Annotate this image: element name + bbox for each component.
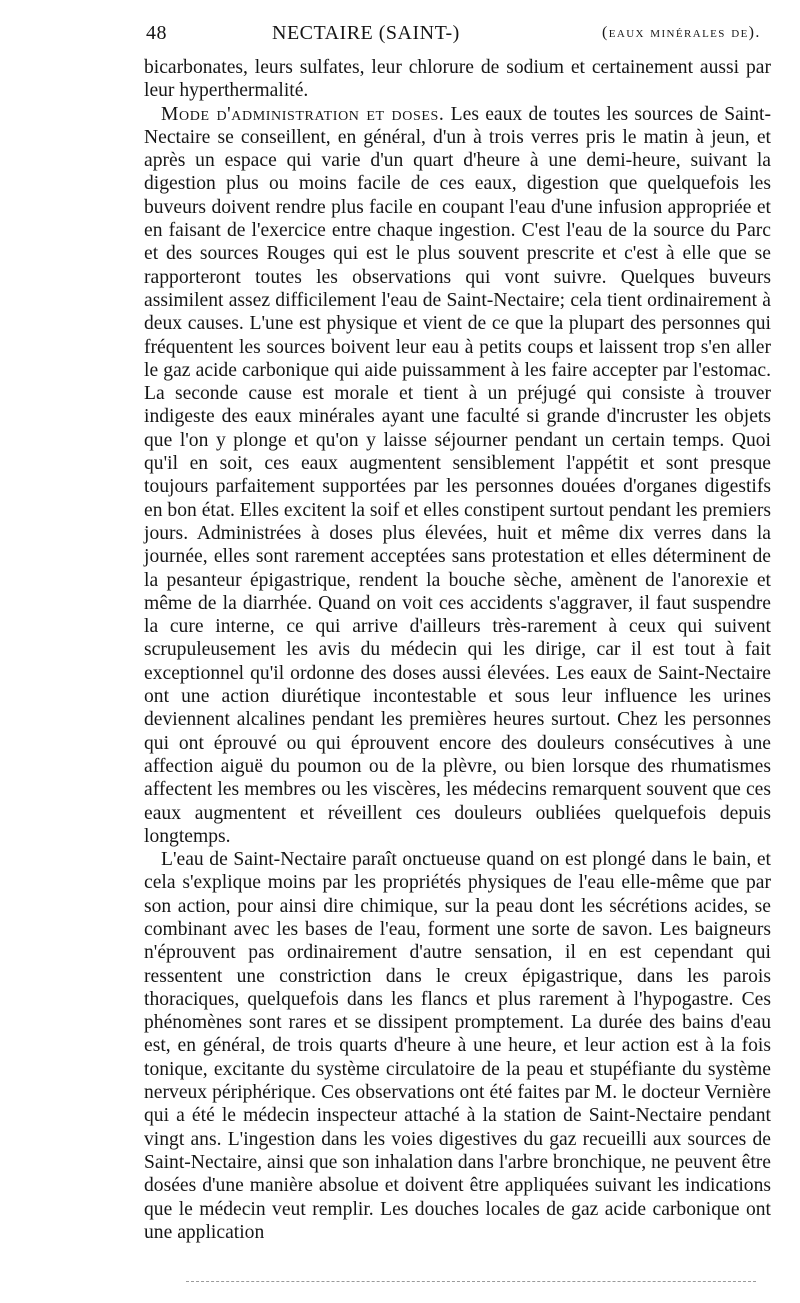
paragraph-text: bicarbonates, leurs sulfates, leur chlorure de sodium et certainement aussi par leur hyperthermalité. (144, 57, 771, 102)
running-header (146, 22, 766, 52)
section-heading: Mode d'administration et doses. (161, 103, 445, 125)
paragraph-continuation (144, 56, 771, 103)
paragraph-mode-administration (144, 103, 771, 849)
paragraph-text: Les eaux de toutes les sources de Saint-Nectaire se conseillent, en général, d'un à trois verres pris le matin à jeun, et après un espace qui varie d'un quart d'heure à une demi-heure, suivant la digestion plus ou moins facile de ces eaux, digestion que quelquefois les buveurs doivent rendre plus facile en coupant l'eau d'une infusion appropriée et en faisant de l'exercice entre chaque ingestion. C'est l'eau de la source du Parc et des sources Rouges qui est le plus souvent prescrite et c'est à elle que se rapporteront toutes les observations qui vont suivre. Quelques buveurs assimilent assez difficilement l'eau de Saint-Nectaire; cela tient ordinairement à deux causes. L'une est physique et vient de ce que la plupart des personnes qui fréquentent les sources boivent leur eau à petits coups et laissent trop s'en aller le gaz acide carbonique qui aide puissamment à les faire accepter par l'estomac. La seconde cause est morale et tient à un préjugé qui consiste à trouver indigeste des eaux minérales ayant une faculté si grande d'incruster les objets que l'on y plonge et qu'on y laisse séjourner pendant un certain temps. Quoi qu'il en soit, ces eaux augmentent sensiblement l'appétit et sont presque toujours parfaitement supportées par les personnes douées d'organes digestifs en bon état. Elles excitent la soif et elles constipent surtout pendant les premiers jours. Administrées à doses plus élevées, huit et même dix verres dans la journée, elles sont rarement acceptées sans protestation et elles déterminent de la pesanteur épigastrique, rendent la bouche sèche, amènent de l'anorexie et même de la diarrhée. Quand on voit ces accidents s'aggraver, il faut suspendre la cure interne, ce qui arrive d'ailleurs très-rarement à ceux qui suivent scrupuleusement les avis du médecin qui les dirige, car il est tout à fait exceptionnel qu'il ordonne des doses aussi élevées. Les eaux de Saint-Nectaire ont une action diurétique incontestable et sous leur influence les urines deviennent alcalines pendant les premières heures surtout. Chez les personnes qui ont éprouvé ou qui éprouvent encore des douleurs consécutives à une affection aiguë du poumon ou de la plèvre, ou bien lorsque des rhumatismes affectent les membres ou les viscères, les médecins remarquent souvent que ces eaux augmentent et réveillent ces douleurs oubliées quelquefois depuis longtemps. (144, 103, 771, 847)
paragraph-text: L'eau de Saint-Nectaire paraît onctueuse quand on est plongé dans le bain, et cela s'explique moins par les propriétés physiques de l'eau elle-même que par son action, pour ainsi dire chimique, sur la peau dont les sécrétions acides, se combinant avec les bases de l'eau, forment une sorte de savon. Les baigneurs n'éprouvent pas ordinairement d'autre sensation, il en est cependant qui ressentent une constriction dans le creux épigastrique, dans les parois thoraciques, quelquefois dans les flancs et plus rarement à l'hypogastre. Ces phénomènes sont rares et se dissipent promptement. La durée des bains d'eau est, en général, de trois quarts d'heure à une heure, et leur action est à la fois tonique, excitante du système circulatoire de la peau et stupéfiante du système nerveux périphérique. Ces observations ont été faites par M. le docteur Vernière qui a été le médecin inspecteur attaché à la station de Saint-Nectaire pendant vingt ans. L'ingestion dans les voies digestives du gaz recueilli aux sources de Saint-Nectaire, ainsi que son inhalation dans l'arbre bronchique, ne peuvent être dosées d'une manière absolue et doivent être appliquées suivant les indications que le médecin veut remplir. Les douches locales de gaz acide carbonique ont une application (144, 849, 771, 1243)
body-text (144, 56, 771, 1244)
paragraph-bath (144, 848, 771, 1244)
bottom-rule (186, 1281, 756, 1282)
running-title: NECTAIRE (SAINT-) (272, 22, 460, 44)
running-subtitle: (eaux minérales de). (602, 24, 761, 41)
page-number: 48 (146, 22, 167, 44)
